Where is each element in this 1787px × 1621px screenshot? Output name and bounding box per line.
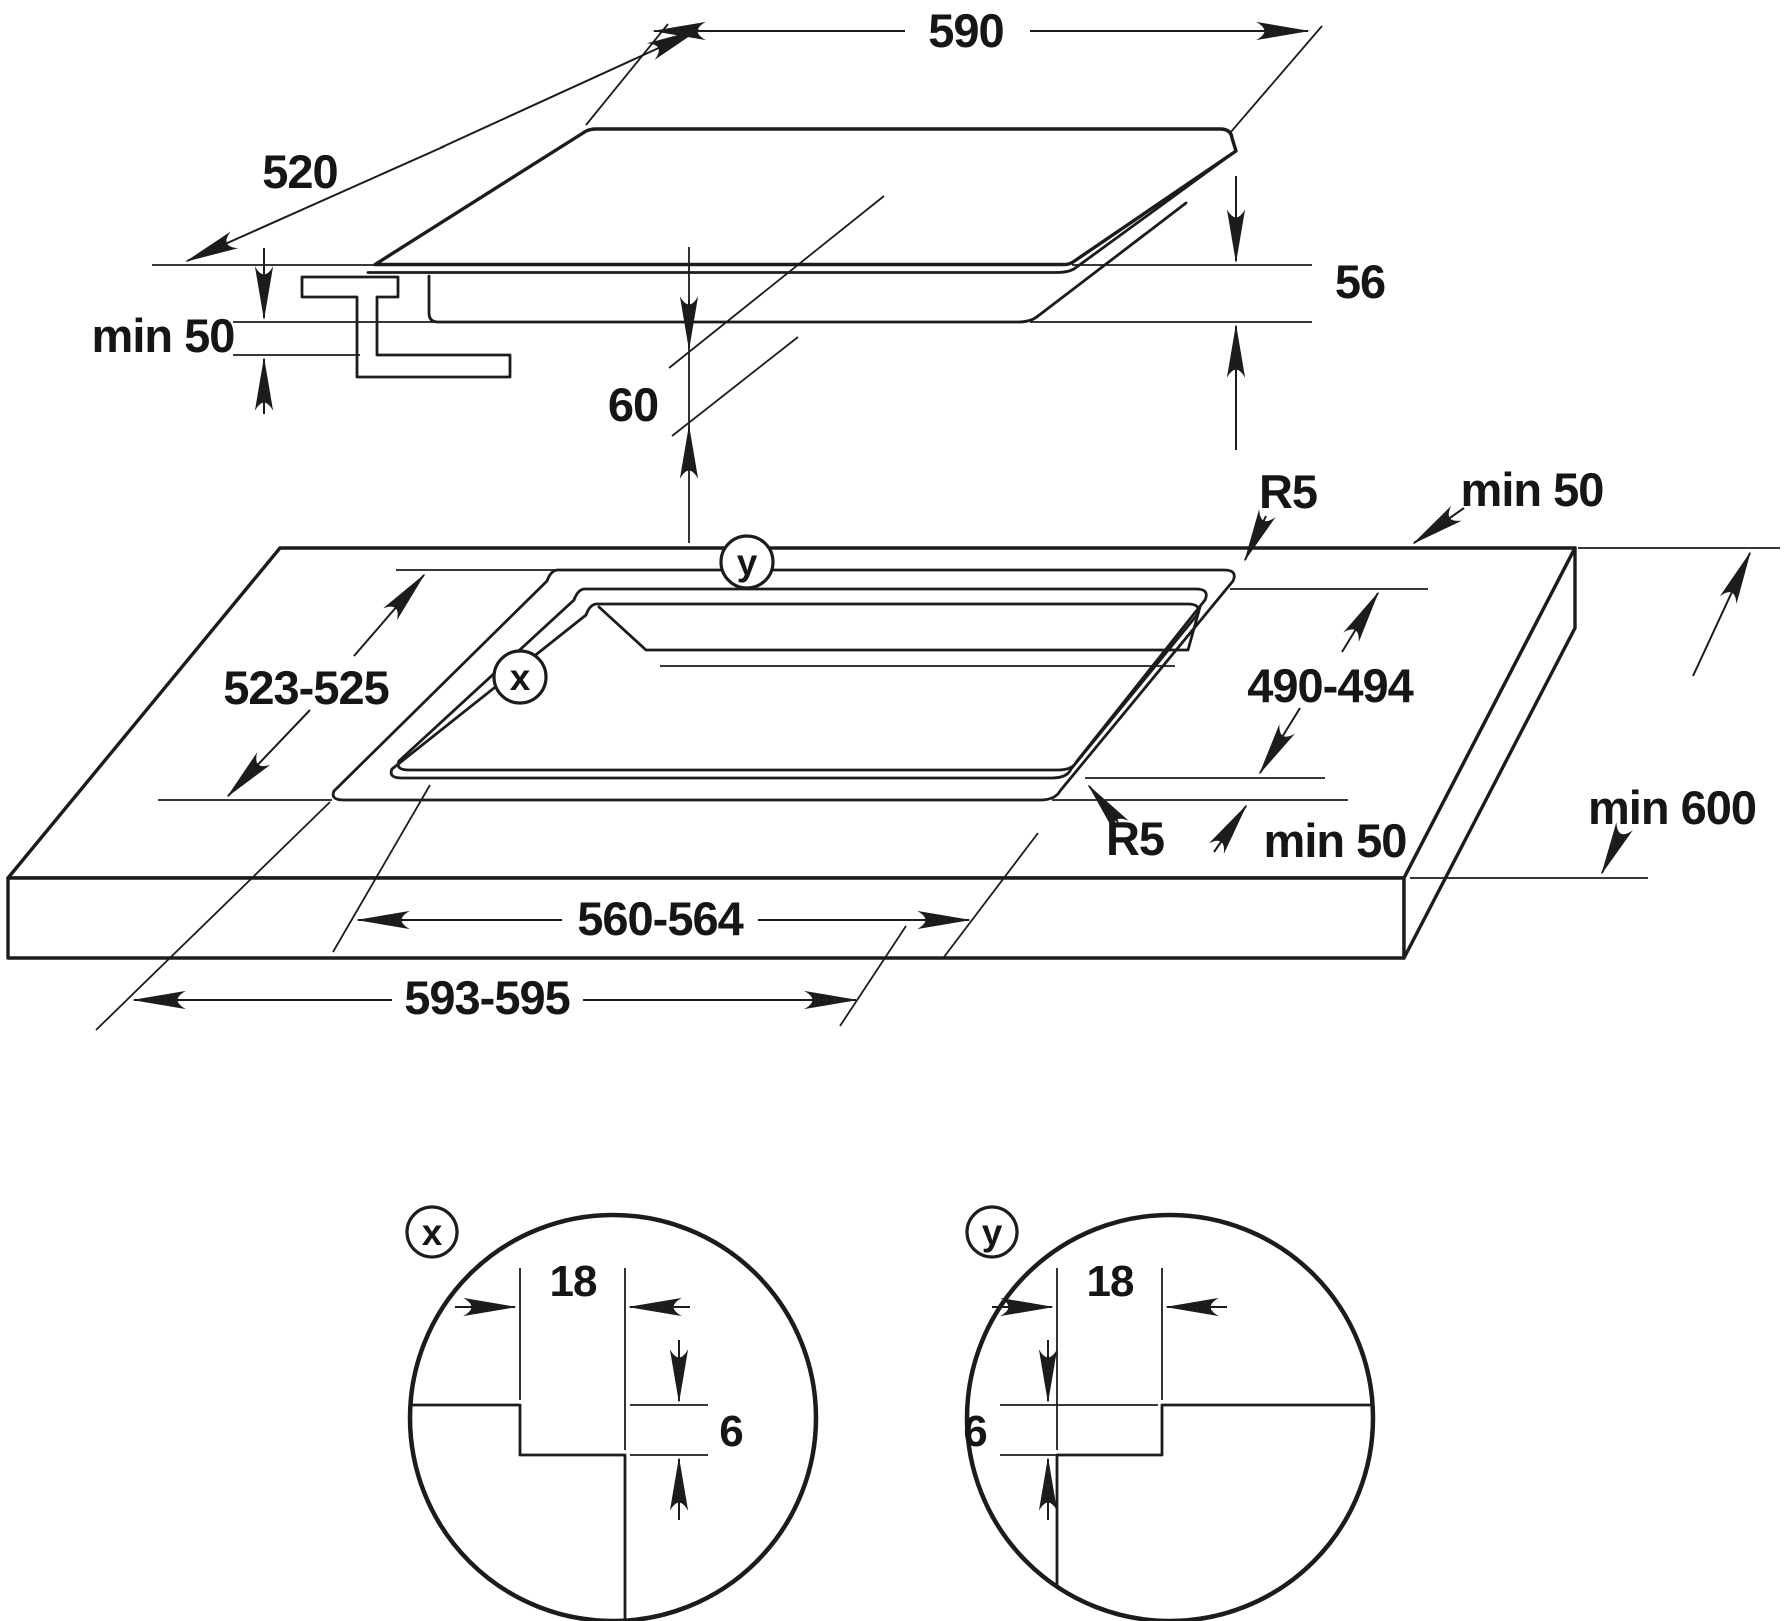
cutout-width-label: 560-564: [577, 892, 743, 945]
detail-x-step-depth-label: 6: [719, 1407, 743, 1456]
detail-marker-x: x: [509, 657, 531, 698]
detail-y-step-depth-label: 6: [963, 1407, 987, 1456]
detail-y-view: [963, 1207, 1373, 1621]
cutout-depth-label: 490-494: [1247, 659, 1413, 712]
hob-depth-label: 520: [262, 145, 338, 198]
ext-line: [672, 337, 798, 436]
mounting-rail-profile: [302, 277, 510, 377]
hob-clearance-below-label: min 50: [91, 309, 235, 362]
dim-600-upper-arrow: [1693, 553, 1750, 676]
corner-radius-front-label: R5: [1105, 812, 1165, 865]
detail-y-circle: [967, 1215, 1373, 1621]
front-clearance-label: min 50: [1263, 814, 1407, 867]
worktop-cutout-view: [8, 463, 1780, 1030]
recess-depth-label: 523-525: [223, 661, 389, 714]
recess-width-label: 593-595: [404, 971, 570, 1024]
hob-perspective-view: [92, 4, 1386, 543]
hob-width-label: 590: [928, 4, 1004, 57]
back-clearance-label: min 50: [1460, 463, 1604, 516]
hob-height-label: 56: [1334, 255, 1386, 308]
detail-marker-y: y: [736, 542, 758, 583]
hob-front-inset-label: 60: [607, 378, 659, 431]
detail-y-label: y: [981, 1212, 1003, 1253]
worktop-depth-label: min 600: [1587, 781, 1757, 834]
ext-line: [1230, 26, 1322, 133]
detail-x-label: x: [421, 1212, 443, 1253]
detail-x-circle: [410, 1215, 816, 1621]
detail-y-step-width-label: 18: [1086, 1257, 1134, 1306]
min50-back-leader: [1414, 508, 1464, 543]
dim-600-lower-arrow: [1602, 842, 1617, 873]
detail-x-view: [407, 1207, 816, 1621]
detail-x-step-width-label: 18: [549, 1257, 597, 1306]
corner-radius-back-label: R5: [1258, 465, 1318, 518]
